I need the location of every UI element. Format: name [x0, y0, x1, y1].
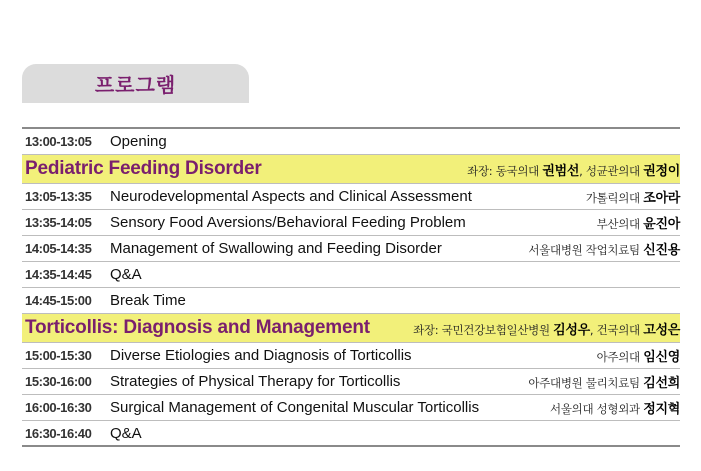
schedule-row-qa — [22, 421, 680, 447]
speaker-name: 정지혁 — [643, 402, 680, 417]
schedule-row — [22, 184, 680, 210]
speaker-affiliation: 아주대병원 물리치료팀 — [528, 376, 644, 390]
session-speaker — [597, 213, 680, 232]
schedule-row-opening — [22, 129, 680, 155]
session-time: 13:35-14:05 — [25, 215, 92, 230]
session-time: 13:00-13:05 — [25, 134, 92, 149]
program-tab-header — [22, 64, 249, 103]
schedule-row-break — [22, 288, 680, 314]
schedule-row — [22, 369, 680, 395]
chair1-affiliation: 동국의대 — [495, 163, 543, 178]
chair2-affiliation: 건국의대 — [596, 322, 644, 337]
session-title: Sensory Food Aversions/Behavioral Feeding Problem — [110, 214, 466, 231]
chair-separator: , — [579, 163, 586, 178]
session-time: 16:00-16:30 — [25, 400, 92, 415]
session-title: Strategies of Physical Therapy for Torticollis — [110, 373, 401, 390]
session-title: Neurodevelopmental Aspects and Clinical Assessment — [110, 188, 472, 205]
speaker-affiliation: 서울의대 성형외과 — [550, 402, 644, 416]
session-time: 15:30-16:00 — [25, 374, 92, 389]
session-speaker — [586, 187, 680, 206]
session-title: Diverse Etiologies and Diagnosis of Torticollis — [110, 347, 412, 364]
chair2-name: 고성은 — [643, 322, 680, 338]
chair1-affiliation: 국민건강보험일산병원 — [441, 322, 554, 337]
session-time: 14:35-14:45 — [25, 267, 92, 282]
section-chairs — [413, 319, 680, 338]
session-speaker — [597, 346, 680, 365]
section-title: Torticollis: Diagnosis and Management — [25, 317, 370, 338]
program-tab-label: 프로그램 — [94, 73, 177, 97]
schedule-row — [22, 343, 680, 369]
section-chairs — [467, 160, 680, 179]
session-title: Break Time — [110, 292, 186, 309]
chair-prefix: 좌장: — [413, 322, 442, 337]
session-time: 14:45-15:00 — [25, 293, 92, 308]
chair1-name: 김성우 — [553, 322, 590, 338]
session-title: Management of Swallowing and Feeding Disorder — [110, 240, 442, 257]
speaker-name: 김선희 — [643, 376, 680, 391]
speaker-name: 윤진아 — [643, 217, 680, 232]
speaker-affiliation: 부산의대 — [596, 217, 644, 231]
chair-prefix: 좌장: — [467, 163, 496, 178]
session-speaker — [550, 398, 680, 417]
speaker-name: 임신영 — [643, 350, 680, 365]
session-title: Surgical Management of Congenital Muscular Torticollis — [110, 399, 480, 416]
speaker-affiliation: 가톨릭의대 — [585, 191, 644, 205]
speaker-affiliation: 서울대병원 작업치료팀 — [528, 243, 644, 257]
section-header-feeding — [22, 155, 680, 184]
schedule-row — [22, 395, 680, 421]
chair-separator: , — [589, 322, 597, 337]
chair2-name: 권정이 — [643, 163, 680, 179]
schedule-row-qa — [22, 262, 680, 288]
schedule-row — [22, 236, 680, 262]
program-schedule-table — [22, 127, 680, 447]
session-title: Q&A — [110, 424, 142, 442]
session-time: 13:05-13:35 — [25, 189, 92, 204]
chair2-affiliation: 성균관의대 — [585, 163, 644, 178]
session-speaker — [528, 372, 680, 391]
session-time: 14:05-14:35 — [25, 241, 92, 256]
speaker-affiliation: 아주의대 — [596, 350, 644, 364]
chair1-name: 권범선 — [542, 163, 580, 179]
speaker-name: 조아라 — [643, 191, 680, 206]
speaker-name: 신진용 — [643, 243, 680, 258]
session-speaker — [528, 239, 680, 258]
section-header-torticollis — [22, 314, 680, 343]
session-time: 15:00-15:30 — [25, 348, 92, 363]
section-title: Pediatric Feeding Disorder — [25, 158, 262, 179]
session-time: 16:30-16:40 — [25, 425, 92, 441]
schedule-row — [22, 210, 680, 236]
session-title: Opening — [110, 133, 167, 150]
session-title: Q&A — [110, 266, 142, 283]
